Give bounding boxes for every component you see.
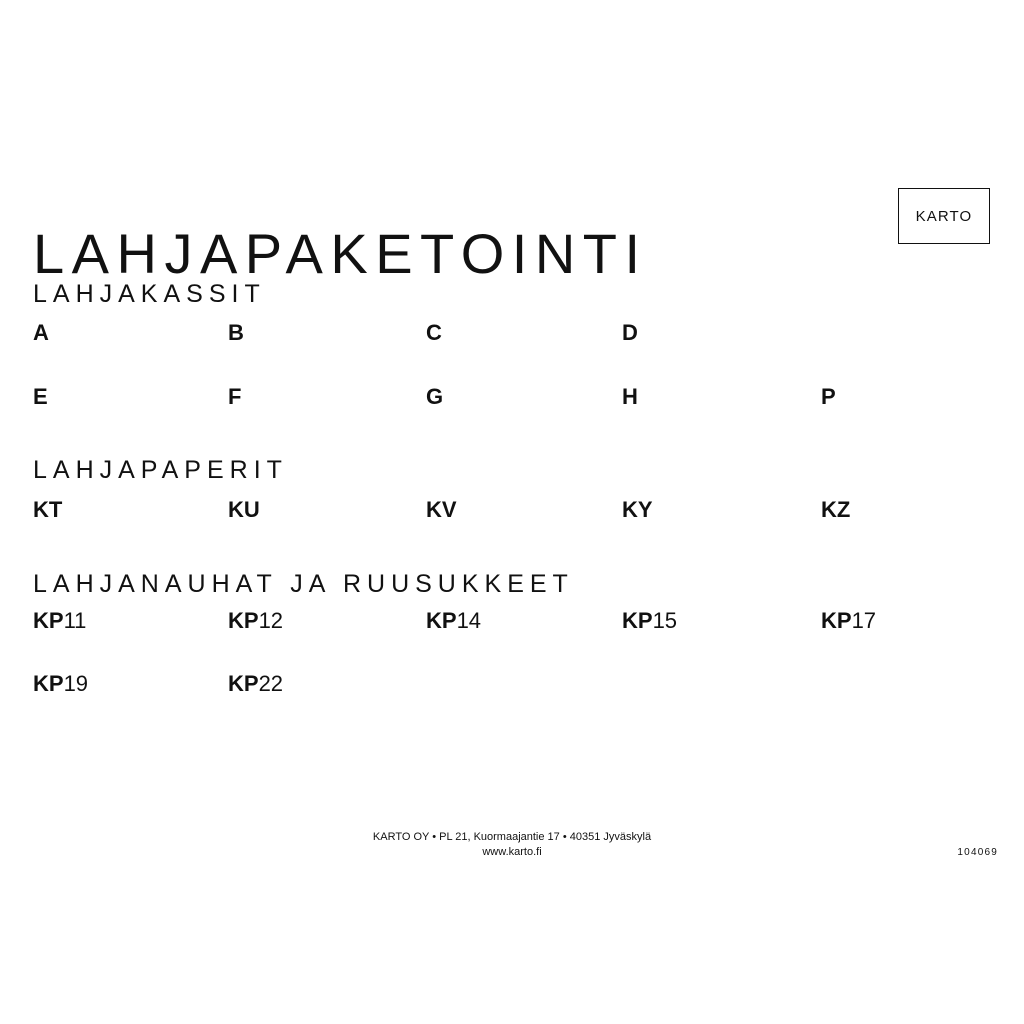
page-title: LAHJAPAKETOINTI — [33, 221, 648, 285]
product-code: H — [622, 384, 638, 409]
product-code: KT — [33, 497, 63, 522]
section-heading-lahjanauhat-ja-ruusukkeet: LAHJANAUHAT JA RUUSUKKEET — [33, 570, 574, 598]
logo-label: KARTO — [915, 207, 973, 225]
document-number: 104069 — [957, 847, 998, 858]
product-code: KP22 — [228, 671, 284, 696]
product-code: KP12 — [228, 608, 284, 633]
footer-address: KARTO OY • PL 21, Kuormaajantie 17 • 40351 Jyväskylä — [372, 831, 652, 843]
code-row — [33, 671, 993, 705]
product-code: F — [228, 384, 242, 409]
code-row — [33, 384, 993, 418]
product-code: D — [622, 320, 638, 345]
product-code: KY — [622, 497, 653, 522]
code-row — [33, 497, 993, 531]
product-code: A — [33, 320, 49, 345]
product-code: KU — [228, 497, 260, 522]
product-code: KP11 — [33, 608, 87, 633]
code-row — [33, 320, 993, 354]
footer-website: www.karto.fi — [482, 846, 542, 858]
product-code: KP15 — [622, 608, 678, 633]
product-code: KP14 — [426, 608, 482, 633]
section-heading-lahjakassit: LAHJAKASSIT — [33, 280, 266, 308]
product-code: KP19 — [33, 671, 89, 696]
product-code: C — [426, 320, 442, 345]
product-code: KP17 — [821, 608, 877, 633]
product-code: G — [426, 384, 444, 409]
product-code: P — [821, 384, 836, 409]
product-code: E — [33, 384, 48, 409]
footer — [0, 830, 1024, 860]
karto-logo — [898, 188, 990, 244]
code-row — [33, 608, 993, 642]
product-code: KV — [426, 497, 457, 522]
section-heading-lahjapaperit: LAHJAPAPERIT — [33, 456, 288, 484]
product-code: B — [228, 320, 244, 345]
product-code: KZ — [821, 497, 851, 522]
